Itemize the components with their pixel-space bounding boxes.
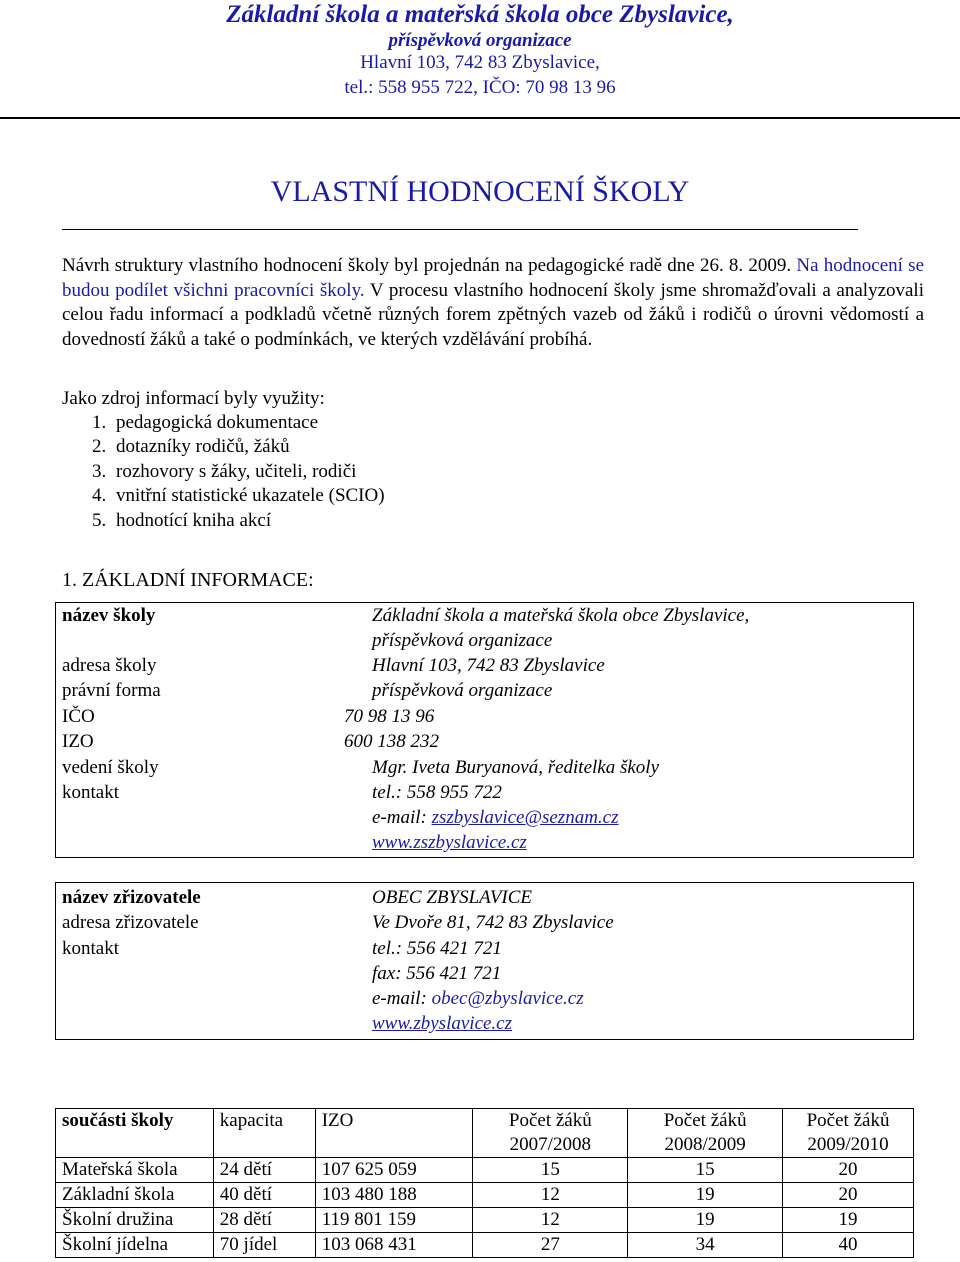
intro-part-3: V procesu vlastního hodnocení školy jsme shromažďovali a analyzovali celou řadu informací a podkladů včetně různých forem zpětných vazeb od žáků i rodičů o úrovni vědomostí a dovedností žáků a také o podmínkách, ve kterých vzdělávání probíhá.: [62, 279, 924, 350]
header-contact: tel.: 558 955 722, IČO: 70 98 13 96: [344, 77, 616, 98]
founder-address-label: adresa zřizovatele: [62, 912, 199, 933]
table-header-row: [56, 1109, 914, 1158]
table-cell: Školní jídelna: [56, 1233, 214, 1258]
list-item-text: pedagogická dokumentace: [116, 412, 319, 433]
list-item-number: 5.: [92, 509, 107, 531]
ico-label: IČO: [62, 706, 95, 727]
school-address-label: adresa školy: [62, 655, 157, 676]
founder-address-value: Ve Dvoře 81, 742 83 Zbyslavice: [372, 912, 614, 933]
ico-value: 70 98 13 96: [344, 706, 435, 727]
table-row: [56, 1158, 914, 1183]
title-underline: [62, 229, 858, 230]
list-item: [62, 411, 385, 435]
list-item-text: dotazníky rodičů, žáků: [116, 436, 290, 458]
list-item-text: rozhovory s žáky, učiteli, rodiči: [116, 460, 357, 482]
school-org-type-value: příspěvková organizace: [372, 630, 553, 651]
table-cell: 20: [783, 1183, 914, 1208]
table-cell: 19: [628, 1183, 783, 1208]
page-title: VLASTNÍ HODNOCENÍ ŠKOLY: [270, 175, 690, 208]
section-heading-basic-info: 1. ZÁKLADNÍ INFORMACE:: [62, 569, 314, 591]
list-item-number: 4.: [92, 485, 107, 507]
founder-email-prefix: e-mail:: [372, 988, 432, 1009]
list-item-number: 3.: [92, 460, 107, 482]
table-cell: 34: [628, 1233, 783, 1258]
founder-name-label: název zřizovatele: [62, 887, 201, 908]
table-cell: 27: [473, 1233, 628, 1258]
management-value: Mgr. Iveta Buryanová, ředitelka školy: [372, 757, 660, 778]
table-cell: 103 068 431: [315, 1233, 473, 1258]
izo-value: 600 138 232: [344, 731, 439, 752]
founder-name-value: OBEC ZBYSLAVICE: [372, 887, 533, 908]
table-cell: 103 480 188: [315, 1183, 473, 1208]
table-cell: 20: [783, 1158, 914, 1183]
school-web-link[interactable]: www.zszbyslavice.cz: [372, 832, 527, 853]
table-cell: 19: [783, 1208, 914, 1233]
list-item-number: 1.: [92, 412, 107, 433]
founder-email-link[interactable]: obec@zbyslavice.cz: [431, 988, 584, 1009]
intro-paragraph: [62, 254, 924, 352]
school-email-prefix: e-mail:: [372, 807, 432, 828]
table-cell: 70 jídel: [213, 1233, 315, 1258]
table-cell: 12: [473, 1208, 628, 1233]
school-parts-table: [55, 1108, 914, 1258]
school-contact-label: kontakt: [62, 782, 119, 803]
table-cell: 28 dětí: [213, 1208, 315, 1233]
table-cell: 119 801 159: [315, 1208, 473, 1233]
header-parts: součásti školy: [56, 1109, 214, 1158]
header-pupils-2007: Počet žáků 2007/2008: [473, 1109, 628, 1158]
header-pupils-2008: Počet žáků 2008/2009: [628, 1109, 783, 1158]
school-email: [372, 806, 619, 830]
list-item: [62, 509, 385, 533]
founder-fax-value: fax: 556 421 721: [372, 963, 502, 984]
school-address-value: Hlavní 103, 742 83 Zbyslavice: [372, 655, 605, 676]
table-row: [56, 1233, 914, 1258]
table-cell: 19: [628, 1208, 783, 1233]
table-cell: 40 dětí: [213, 1183, 315, 1208]
legal-form-label: právní forma: [62, 680, 161, 701]
header-school-name: Základní škola a mateřská škola obce Zbyslavice,: [226, 1, 734, 28]
header-capacity: kapacita: [213, 1109, 315, 1158]
school-tel-value: tel.: 558 955 722: [372, 782, 502, 803]
management-label: vedení školy: [62, 757, 159, 778]
table-cell: 40: [783, 1233, 914, 1258]
table-cell: Mateřská škola: [56, 1158, 214, 1183]
legal-form-value: příspěvková organizace: [372, 680, 553, 701]
table-cell: 24 dětí: [213, 1158, 315, 1183]
founder-contact-label: kontakt: [62, 938, 119, 959]
list-item: [62, 484, 385, 508]
table-cell: 107 625 059: [315, 1158, 473, 1183]
izo-label: IZO: [62, 731, 94, 752]
list-item: [62, 460, 385, 484]
header-address: Hlavní 103, 742 83 Zbyslavice,: [360, 52, 600, 73]
header-izo: IZO: [315, 1109, 473, 1158]
table-cell: Základní škola: [56, 1183, 214, 1208]
header-pupils-2009: Počet žáků 2009/2010: [783, 1109, 914, 1158]
table-row: [56, 1208, 914, 1233]
table-cell: 15: [628, 1158, 783, 1183]
school-email-link[interactable]: zszbyslavice@seznam.cz: [431, 807, 619, 828]
header-divider: [0, 117, 960, 119]
list-item-number: 2.: [92, 436, 107, 458]
intro-part-1: Návrh struktury vlastního hodnocení školy byl projednán na pedagogické radě dne 26. 8. 2009.: [62, 255, 797, 276]
table-cell: 12: [473, 1183, 628, 1208]
founder-tel-value: tel.: 556 421 721: [372, 938, 502, 959]
list-item-text: vnitřní statistické ukazatele (SCIO): [116, 485, 385, 507]
list-item: [62, 435, 385, 459]
table-cell: Školní družina: [56, 1208, 214, 1233]
intro-part-2: Na hodnocení se budou podílet všichni pracovníci školy.: [62, 255, 924, 301]
table-cell: 15: [473, 1158, 628, 1183]
sources-title: Jako zdroj informací byly využity:: [62, 388, 325, 409]
table-row: [56, 1183, 914, 1208]
founder-web-link[interactable]: www.zbyslavice.cz: [372, 1013, 513, 1034]
sources-list: [62, 411, 385, 533]
founder-email: [372, 987, 584, 1011]
header-org-type: příspěvková organizace: [388, 30, 572, 51]
list-item-text: hodnotící kniha akcí: [116, 509, 272, 531]
school-name-label: název školy: [62, 605, 156, 626]
school-name-value: Základní škola a mateřská škola obce Zbyslavice,: [372, 605, 750, 626]
